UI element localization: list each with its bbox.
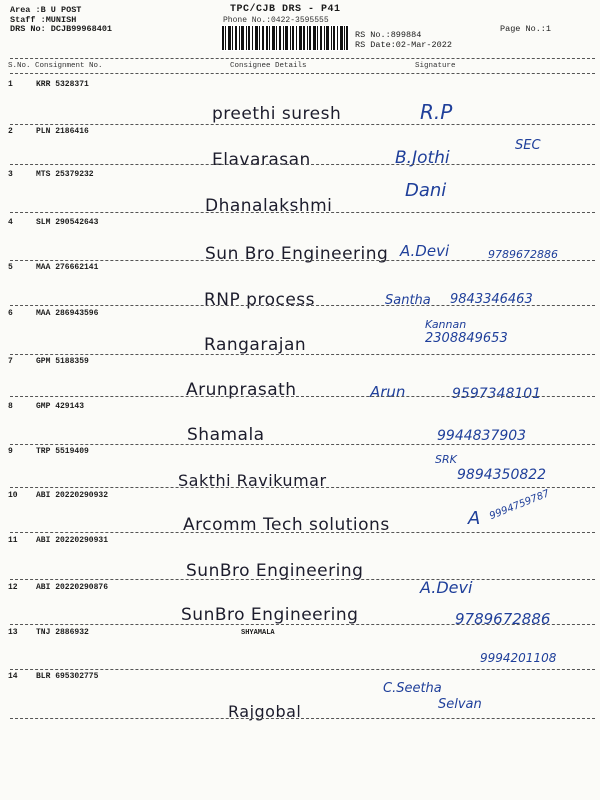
table-row [8, 357, 89, 366]
consignment-number: MAA 286943596 [36, 309, 99, 318]
table-row [8, 80, 89, 89]
table-row [8, 402, 84, 411]
receiver-signature: Kannan [425, 318, 467, 331]
consignment-number: TNJ 2886932 [36, 628, 89, 637]
consignee-name: Sun Bro Engineering [205, 244, 389, 264]
consignee-name: Rajgobal [228, 702, 302, 721]
receiver-signature: Arun [370, 383, 406, 401]
consignee-name: Shamala [187, 425, 265, 445]
consignment-number: MAA 276662141 [36, 263, 99, 272]
consignment-number: KRR 5328371 [36, 80, 89, 89]
receiver-phone: 9944837903 [437, 428, 527, 444]
table-row [8, 628, 89, 637]
table-row [8, 491, 108, 500]
consignment-number: PLN 2186416 [36, 127, 89, 136]
serial-number: 5 [8, 263, 13, 272]
row-divider [10, 579, 595, 580]
table-row [8, 536, 108, 545]
header-rule-bottom [10, 73, 595, 74]
consignment-number: SLM 290542643 [36, 218, 99, 227]
table-row [8, 127, 89, 136]
receiver-note: Selvan [438, 697, 482, 712]
receiver-phone: 9994759787 [488, 488, 552, 523]
receiver-signature: SRK [435, 453, 457, 466]
serial-number: 10 [8, 491, 18, 500]
serial-number: 1 [8, 80, 13, 89]
row-divider [10, 487, 595, 488]
receiver-phone: 9894350822 [457, 467, 547, 483]
receiver-signature: A.Devi [400, 242, 450, 260]
staff-label: Staff :MUNISH [10, 14, 77, 25]
serial-number: 12 [8, 583, 18, 592]
consignee-name: RNP process [204, 290, 316, 310]
table-row [8, 263, 98, 272]
serial-number: 2 [8, 127, 13, 136]
table-row [8, 447, 89, 456]
receiver-phone: 9789672886 [488, 248, 558, 261]
row-divider [10, 444, 595, 445]
row-divider [10, 260, 595, 261]
rs-number: RS No.:899884 [355, 30, 422, 40]
receiver-phone: 9597348101 [452, 386, 542, 402]
consignee-name: preethi suresh [212, 104, 342, 124]
consignment-number: ABI 20220290931 [36, 536, 109, 545]
consignee-name: Dhanalakshmi [205, 196, 333, 216]
table-row [8, 170, 94, 179]
row-divider [10, 396, 595, 397]
table-row [8, 672, 98, 681]
serial-number: 14 [8, 672, 18, 681]
table-row [8, 218, 98, 227]
serial-number: 9 [8, 447, 13, 456]
consignee-name: Rangarajan [204, 335, 307, 355]
receiver-phone: 9789672886 [455, 610, 551, 628]
serial-number: 3 [8, 170, 13, 179]
consignee-name: Sakthi Ravikumar [178, 471, 327, 490]
consignee-name: SunBro Engineering [181, 605, 359, 625]
barcode [220, 25, 350, 51]
row-divider [10, 624, 595, 625]
receiver-signature: B.Jothi [395, 148, 450, 168]
header-left [10, 6, 112, 35]
col-consignee-details: Consignee Details [230, 62, 307, 70]
row-divider [10, 669, 595, 670]
consignee-name: Arcomm Tech solutions [183, 515, 390, 535]
consignment-number: ABI 20220290932 [36, 491, 109, 500]
receiver-phone: 9843346463 [450, 292, 533, 307]
row-divider [10, 354, 595, 355]
sheet-title: TPC/CJB DRS - P41 [230, 4, 341, 15]
serial-number: 11 [8, 536, 18, 545]
consignment-number: GMP 429143 [36, 402, 85, 411]
receiver-note: SEC [515, 138, 541, 153]
consignee-stamp: SHYAMALA [241, 629, 275, 637]
consignment-number: BLR 695302775 [36, 672, 99, 681]
receiver-signature: A.Devi [420, 578, 473, 597]
serial-number: 4 [8, 218, 13, 227]
phone-number: Phone No.:0422-3595555 [223, 16, 329, 25]
table-row [8, 583, 108, 592]
row-divider [10, 124, 595, 125]
col-signature: Signature [415, 62, 456, 70]
col-sno-consignment: S.No. Consignment No. [8, 62, 103, 70]
consignment-number: ABI 20220290876 [36, 583, 109, 592]
receiver-phone: 9994201108 [480, 651, 557, 665]
table-row [8, 309, 98, 318]
page-number: Page No.:1 [500, 24, 552, 34]
receiver-phone: 2308849653 [425, 331, 508, 346]
serial-number: 8 [8, 402, 13, 411]
serial-number: 7 [8, 357, 13, 366]
column-headers [0, 58, 600, 70]
consignee-name: Arunprasath [186, 380, 297, 400]
row-divider [10, 718, 595, 719]
consignment-number: MTS 25379232 [36, 170, 94, 179]
row-divider [10, 164, 595, 165]
receiver-signature: Dani [405, 180, 447, 201]
consignment-number: TRP 5519409 [36, 447, 89, 456]
consignee-name: SunBro Engineering [186, 561, 364, 581]
receiver-signature: A [468, 508, 481, 529]
serial-number: 6 [8, 309, 13, 318]
rs-date: RS Date:02-Mar-2022 [355, 40, 452, 50]
receiver-signature: Santha [385, 293, 431, 308]
row-divider [10, 305, 595, 306]
row-divider [10, 532, 595, 533]
header-right [355, 30, 452, 50]
consignment-number: GPM 5188359 [36, 357, 89, 366]
consignee-name: Elavarasan [212, 150, 311, 170]
receiver-signature: R.P [420, 100, 453, 124]
drs-number: DRS No: DCJB99968401 [10, 24, 113, 34]
serial-number: 13 [8, 628, 18, 637]
row-divider [10, 212, 595, 213]
area-label: Area :B U POST [10, 5, 82, 15]
receiver-signature: C.Seetha [383, 681, 442, 696]
